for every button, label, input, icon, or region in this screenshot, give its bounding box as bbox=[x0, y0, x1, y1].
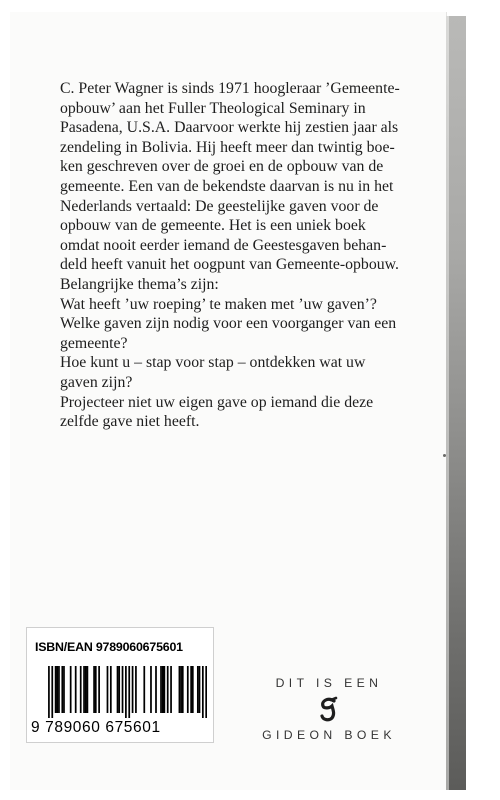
barcode-bar bbox=[61, 666, 63, 713]
barcode-bar bbox=[164, 666, 166, 713]
barcode-bar bbox=[83, 666, 85, 713]
barcode-bar bbox=[170, 666, 172, 713]
barcode-bar bbox=[51, 666, 53, 718]
barcode-bar bbox=[160, 666, 162, 713]
barcode-bar bbox=[107, 666, 109, 713]
barcode-bar bbox=[187, 666, 189, 713]
barcode-bar bbox=[125, 666, 127, 718]
barcode-bar bbox=[128, 666, 130, 718]
barcode-bar bbox=[98, 666, 100, 713]
blurb-line: Projecteer niet uw eigen gave op iemand die deze bbox=[60, 393, 374, 411]
barcode-bar bbox=[132, 666, 134, 713]
barcode-bar bbox=[179, 666, 181, 713]
blurb-line: gaven zijn? bbox=[60, 373, 133, 391]
barcode-bar bbox=[58, 666, 60, 713]
barcode-bar bbox=[205, 666, 207, 718]
blurb-line: zendeling in Bolivia. Hij heeft meer dan twintig boe- bbox=[60, 138, 395, 156]
blurb-text bbox=[60, 79, 420, 432]
blurb-line: Pasadena, U.S.A. Daarvoor werkte hij zestien jaar als bbox=[60, 119, 399, 137]
isbn-ean-text: ISBN/EAN 9789060675601 bbox=[35, 640, 183, 654]
barcode-bar bbox=[192, 666, 194, 713]
blurb-line: Hoe kunt u – stap voor stap – ontdekken wat uw bbox=[60, 354, 366, 372]
barcode-bar bbox=[182, 666, 184, 713]
barcode-bar bbox=[202, 666, 204, 718]
blurb-line: deld heeft vanuit het oogpunt van Gemeente-opbouw. bbox=[60, 256, 399, 274]
blurb-line: Wat heeft ’uw roeping’ te maken met ’uw gaven’? bbox=[60, 295, 377, 313]
barcode-bar bbox=[110, 666, 112, 713]
barcode-bar bbox=[190, 666, 192, 713]
barcode-bar bbox=[197, 666, 199, 713]
barcode-bar bbox=[95, 666, 97, 713]
blurb-line: Nederlands vertaald: De geestelijke gaven voor de bbox=[60, 197, 379, 215]
barcode-bar bbox=[162, 666, 164, 713]
barcode-bar bbox=[199, 666, 201, 713]
barcode-bar bbox=[143, 666, 145, 713]
blurb-line: C. Peter Wagner is sinds 1971 hoogleraar ’Gemeente- bbox=[60, 80, 400, 97]
blurb-line: Welke gaven zijn nodig voor een voorganger van een bbox=[60, 315, 397, 333]
barcode-bar bbox=[155, 666, 157, 713]
barcode-bar bbox=[48, 666, 50, 718]
page-edge-spine bbox=[446, 16, 466, 790]
barcode-bar bbox=[55, 666, 57, 713]
blurb-line: ken geschreven over de groei en de opbouw van de bbox=[60, 158, 384, 176]
blurb-line: Belangrijke thema’s zijn: bbox=[60, 275, 219, 293]
barcode-bar bbox=[117, 666, 119, 713]
barcode-bar bbox=[180, 666, 182, 713]
barcode-bar bbox=[75, 666, 77, 713]
barcode-bar bbox=[122, 666, 124, 713]
blurb-line: zelfde gave niet heeft. bbox=[60, 413, 200, 431]
barcode-bars bbox=[33, 666, 207, 718]
barcode-bar bbox=[56, 666, 58, 713]
barcode-bar bbox=[150, 666, 152, 713]
barcode-bar bbox=[118, 666, 120, 713]
barcode-bar bbox=[70, 666, 72, 713]
publisher-line-bottom: GIDEON BOEK bbox=[262, 728, 396, 742]
edge-mark bbox=[443, 454, 446, 457]
barcode-bar bbox=[87, 666, 89, 713]
barcode-digits: 9 789060 675601 bbox=[31, 719, 161, 736]
barcode-label bbox=[26, 627, 214, 743]
barcode-bar bbox=[167, 666, 169, 713]
barcode-bar bbox=[63, 666, 65, 713]
blurb-line: gemeente. Een van de bekendste daarvan is nu in het bbox=[60, 177, 394, 195]
blurb-line: opbouw van de gemeente. Het is een uniek boek bbox=[60, 217, 366, 235]
blurb-line: opbouw’ aan het Fuller Theological Seminary in bbox=[60, 99, 366, 117]
barcode-bar bbox=[85, 666, 87, 713]
barcode-bar bbox=[80, 666, 82, 713]
gideon-g-logo-icon bbox=[314, 694, 344, 724]
barcode-bar bbox=[135, 666, 137, 713]
publisher-line-top: DIT IS EEN bbox=[275, 676, 383, 690]
blurb-line: omdat nooit eerder iemand de Geestesgaven behan- bbox=[60, 236, 387, 254]
barcode-bar bbox=[93, 666, 95, 713]
blurb-line: gemeente? bbox=[60, 334, 128, 352]
